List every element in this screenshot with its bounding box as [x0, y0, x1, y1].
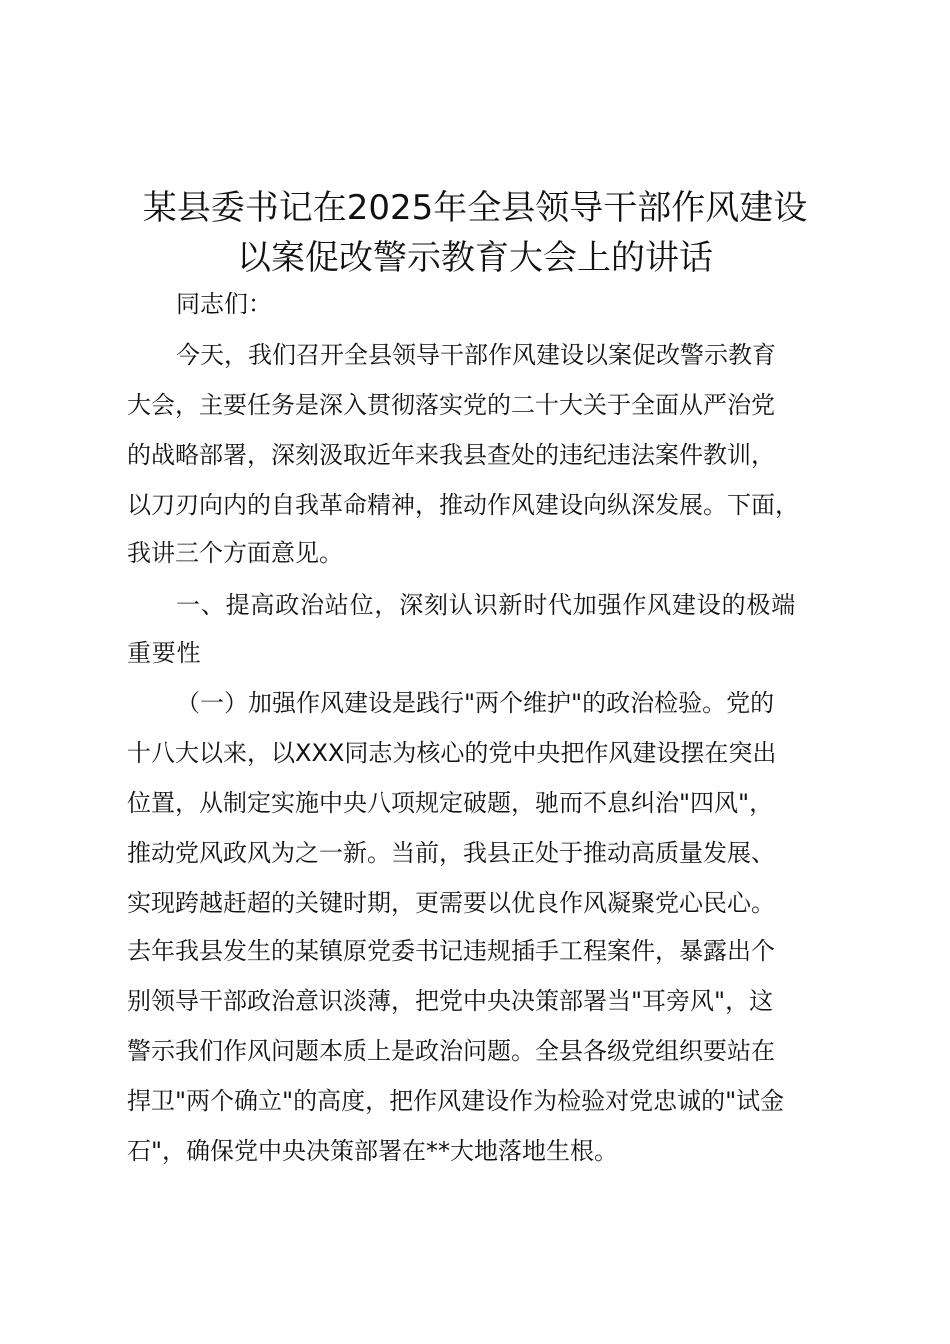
subsection-1-line-5: 实现跨越赶超的关键时期，更需要以优良作风凝聚党心民心。	[127, 889, 775, 917]
subsection-1-line-4: 推动党风政风为之一新。当前，我县正处于推动高质量发展、	[127, 839, 775, 867]
intro-line-1: 今天，我们召开全县领导干部作风建设以案促改警示教育	[176, 341, 776, 369]
subsection-1-line-3: 位置，从制定实施中央八项规定破题，驰而不息纠治"四风"，	[127, 789, 774, 817]
subsection-1-line-9: 捍卫"两个确立"的高度，把作风建设作为检验对党忠诚的"试金	[127, 1087, 785, 1115]
subsection-1-line-2: 十八大以来，以XXX同志为核心的党中央把作风建设摆在突出	[127, 739, 777, 767]
section-1-heading-line-1: 一、提高政治站位，深刻认识新时代加强作风建设的极端	[176, 591, 796, 619]
document-title-line-1: 某县委书记在2025年全县领导干部作风建设	[142, 188, 808, 228]
section-1-heading-line-2: 重要性	[127, 639, 202, 667]
salutation: 同志们：	[176, 290, 272, 318]
intro-line-4: 以刀刃向内的自我革命精神，推动作风建设向纵深发展。下面，	[127, 491, 799, 519]
intro-line-3: 的战略部署，深刻汲取近年来我县查处的违纪违法案件教训，	[127, 441, 775, 469]
intro-line-2: 大会，主要任务是深入贯彻落实党的二十大关于全面从严治党	[127, 391, 775, 419]
subsection-1-line-7: 别领导干部政治意识淡薄，把党中央决策部署当"耳旁风"，这	[127, 987, 774, 1015]
subsection-1-line-6: 去年我县发生的某镇原党委书记违规插手工程案件，暴露出个	[127, 937, 775, 965]
subsection-1-line-10: 石"，确保党中央决策部署在**大地落地生根。	[127, 1137, 619, 1165]
subsection-1-line-1: （一）加强作风建设是践行"两个维护"的政治检验。党的	[176, 689, 775, 717]
intro-line-5: 我讲三个方面意见。	[127, 539, 343, 567]
subsection-1-line-8: 警示我们作风问题本质上是政治问题。全县各级党组织要站在	[127, 1037, 775, 1065]
document-title-line-2: 以案促改警示教育大会上的讲话	[237, 238, 713, 278]
